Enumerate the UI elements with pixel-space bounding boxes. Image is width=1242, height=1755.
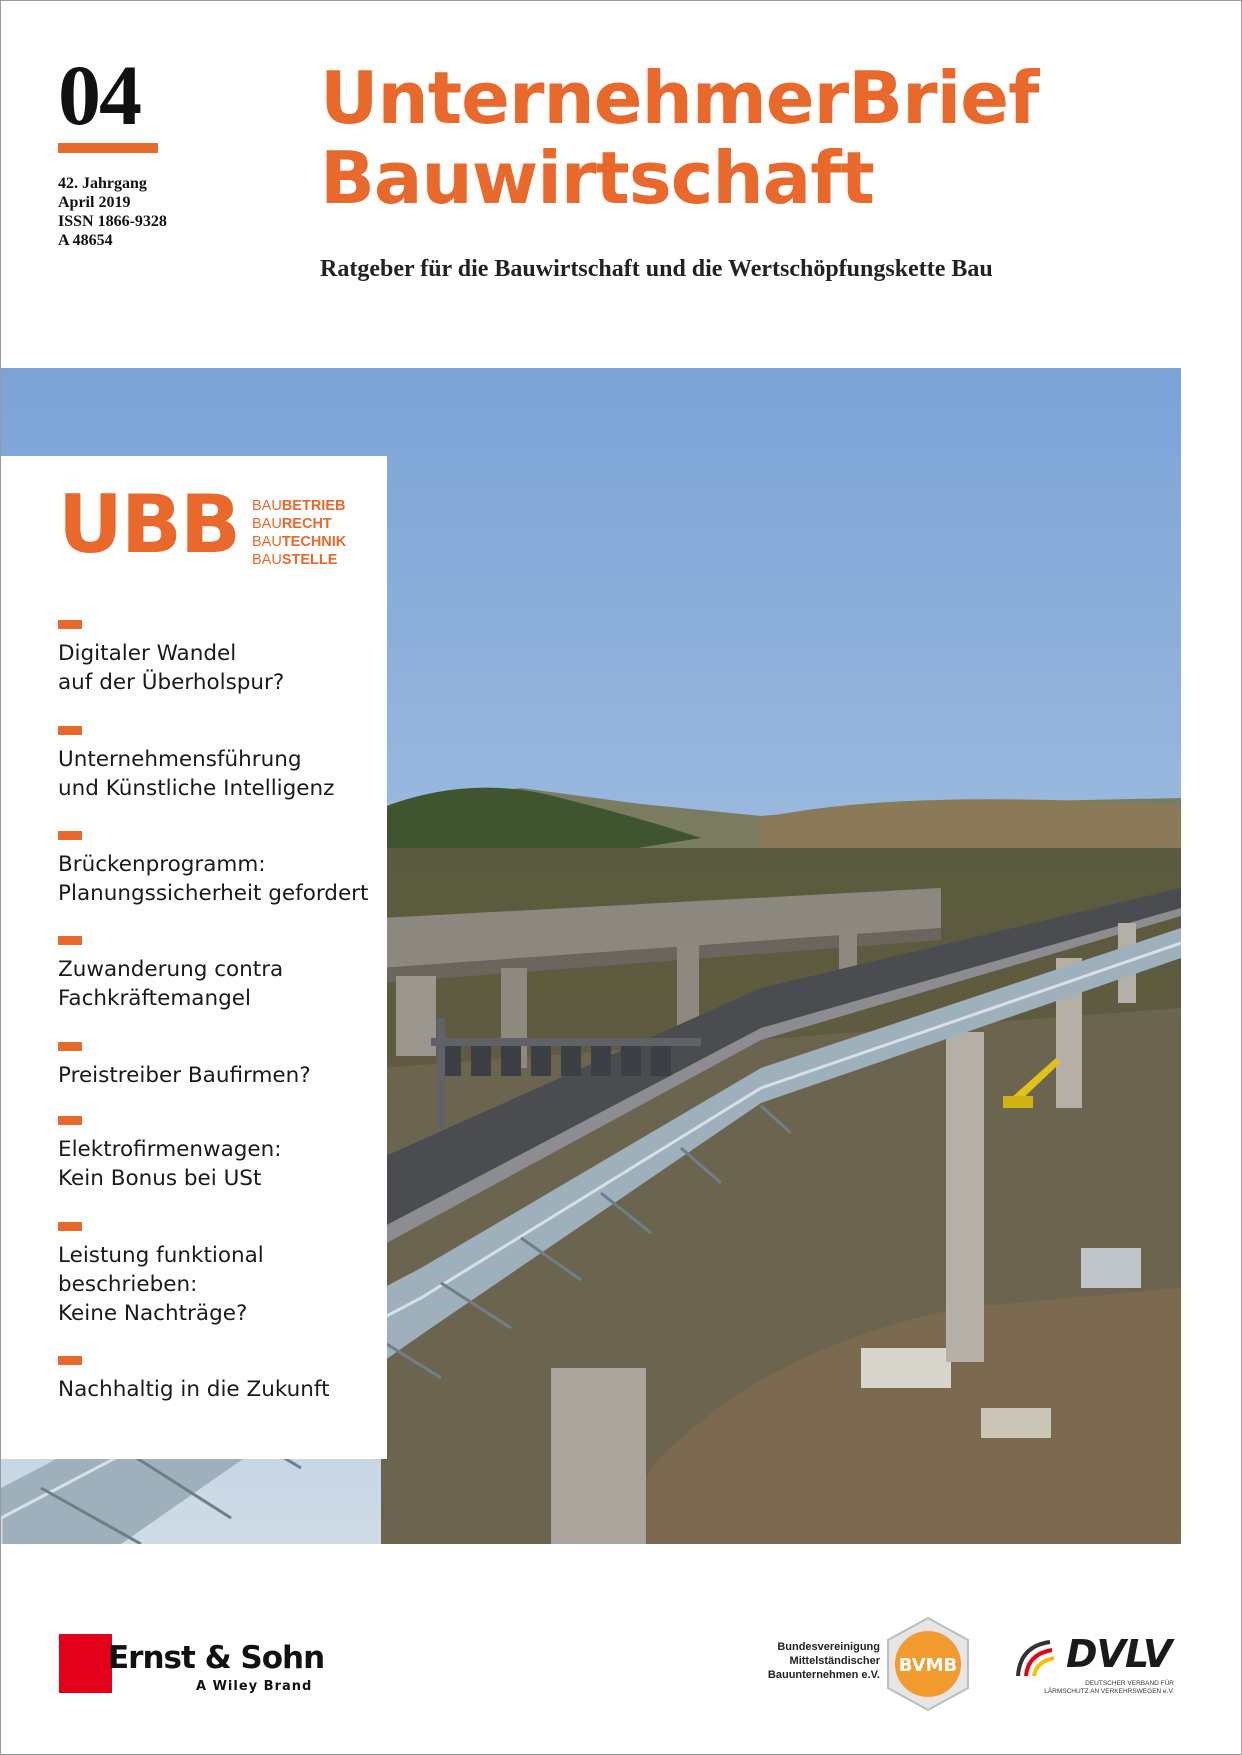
toc-marker [58,1116,82,1125]
ubb-line: BAUSTELLE [252,552,338,568]
toc-marker [58,1356,82,1365]
toc-item [58,1222,388,1328]
bvmb-logo-text: BVMB [898,1655,958,1676]
toc-marker [58,936,82,945]
title-line-2: Bauwirtschaft [320,136,874,220]
issue-number: 04 [58,47,140,143]
issue-code: A 48654 [58,232,113,249]
publisher-logo-mark [59,1634,112,1693]
toc-item [58,620,388,697]
toc-marker [58,726,82,735]
ubb-line: BAUTECHNIK [252,534,347,550]
toc-item [58,831,388,908]
issue-meta [58,174,167,250]
toc-text: Preistreiber Baufirmen? [58,1063,311,1088]
bvmb-name: Bundesvereinigung Mittelständischer Bauunternehmen e.V. [767,1641,880,1681]
ubb-line: BAUBETRIEB [252,498,346,514]
title-line-1: UnternehmerBrief [320,56,1039,140]
masthead-title [320,58,1038,218]
toc-text: Unternehmensführung und Künstliche Intelligenz [58,747,335,801]
toc-item [58,1116,388,1193]
dvlv-name: DEUTSCHER VERBAND FÜR LÄRMSCHUTZ AN VERKEHRSWEGEN e.V. [1044,1680,1174,1695]
dvlv-logo-text: DVLV [1066,1632,1172,1676]
dvlv-emblem [1014,1636,1066,1685]
issue-date: April 2019 [58,194,131,211]
toc-marker [58,831,82,840]
bvmb-logo [886,1616,970,1717]
ubb-tagline [252,497,346,569]
toc-text: Zuwanderung contra Fachkräftemangel [58,957,284,1011]
toc-text: Nachhaltig in die Zukunft [58,1377,330,1402]
publisher-brand: A Wiley Brand [196,1679,313,1694]
toc-item [58,726,388,803]
toc-text: Elektrofirmenwagen: Kein Bonus bei USt [58,1137,282,1191]
toc-marker [58,620,82,629]
toc-text: Leistung funktional beschrieben: Keine Nachträge? [58,1243,264,1326]
toc-item [58,1356,388,1404]
publisher-name: Ernst & Sohn [108,1640,325,1676]
issue-volume: 42. Jahrgang [58,175,147,192]
toc-marker [58,1222,82,1231]
issue-rule [58,143,158,153]
ubb-logo: UBB [58,478,239,571]
toc-text: Brückenprogramm: Planungssicherheit gefordert [58,852,369,906]
masthead-subtitle: Ratgeber für die Bauwirtschaft und die Wertschöpfungskette Bau [320,256,993,282]
toc-item [58,1042,388,1090]
toc-item [58,936,388,1013]
toc-marker [58,1042,82,1051]
toc-text: Digitaler Wandel auf der Überholspur? [58,641,285,695]
ubb-line: BAURECHT [252,516,332,532]
issue-issn: ISSN 1866-9328 [58,213,167,230]
